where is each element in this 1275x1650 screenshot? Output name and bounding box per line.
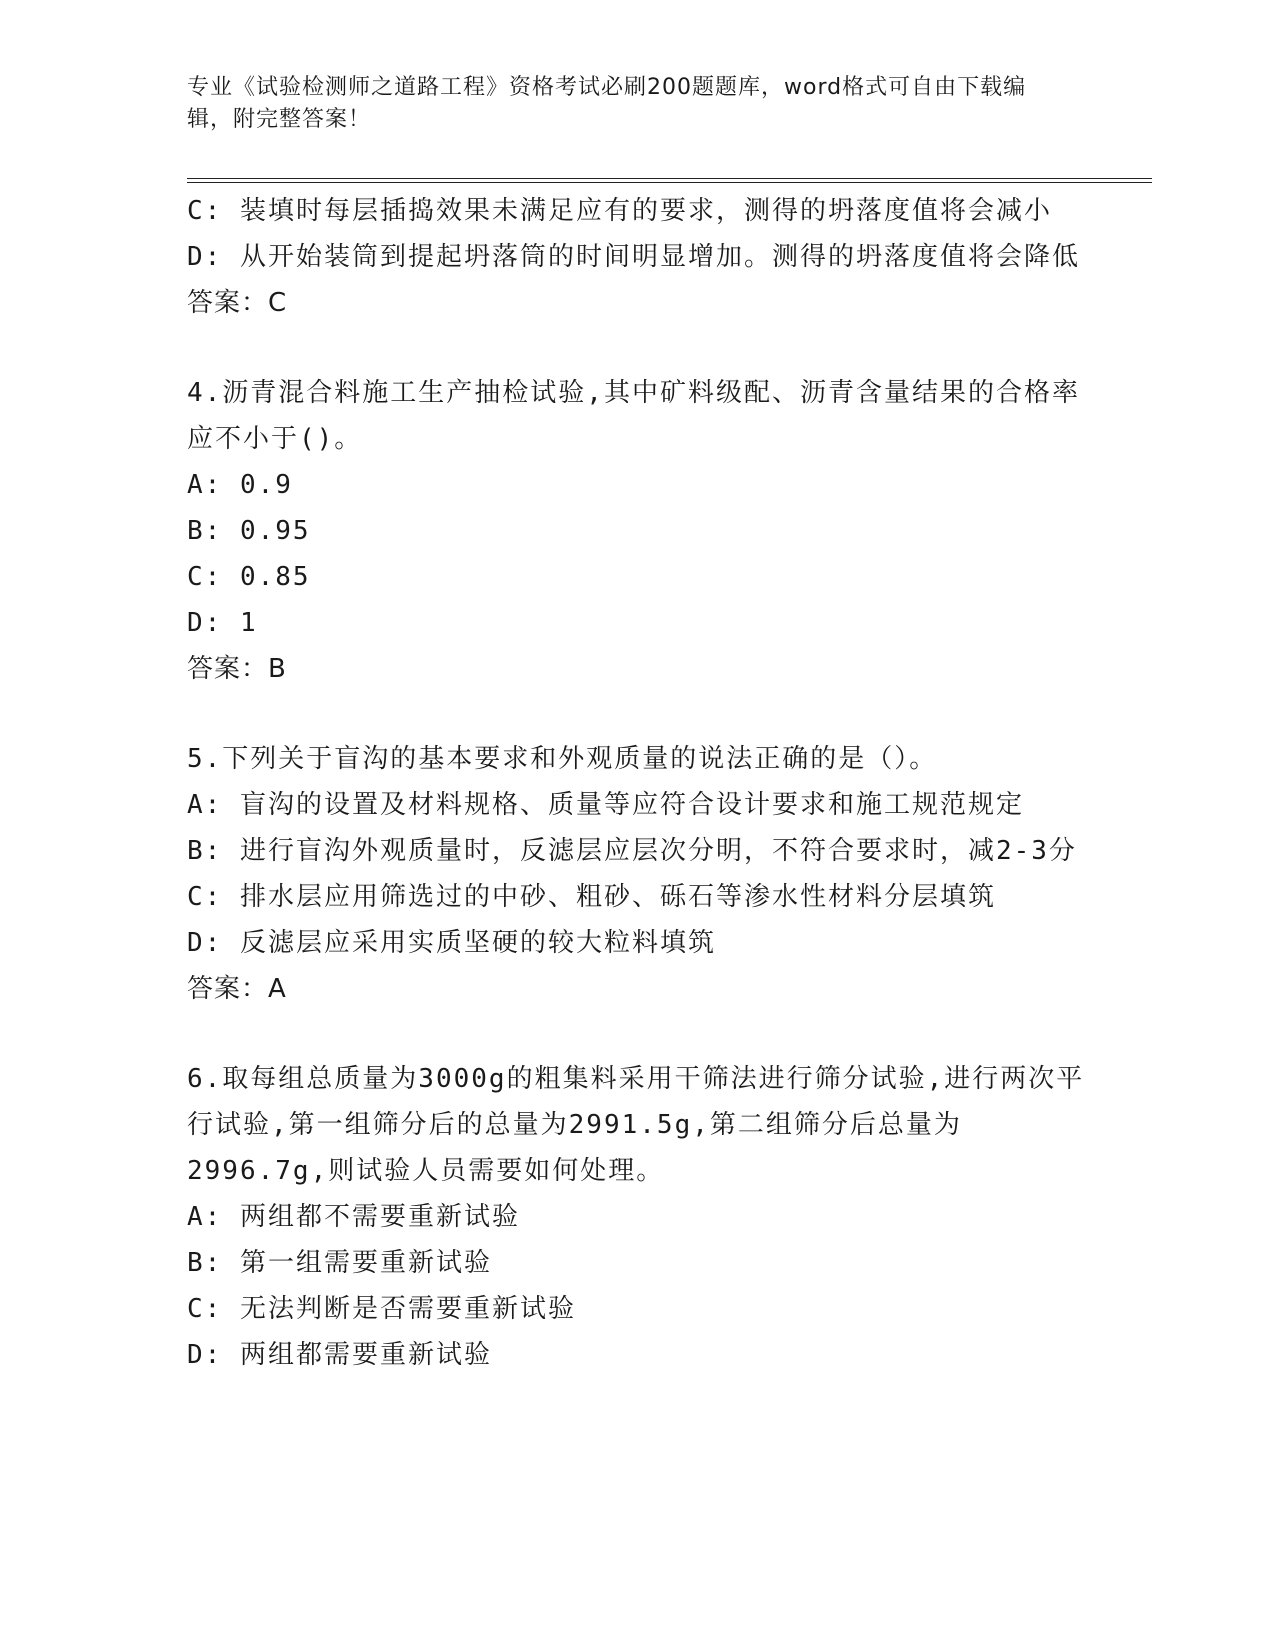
option-text: 0.85 [239,562,311,592]
answer-line: 答案：B [187,654,287,684]
option-text: 反滤层应采用实质坚硬的较大粒料填筑 [239,928,716,958]
option-text: 盲沟的设置及材料规格、质量等应符合设计要求和施工规范规定 [239,790,1024,820]
question-text: 6.取每组总质量为3000g的粗集料采用干筛法进行筛分试验,进行两次平行试验,第一组筛分后的总量为2991.5g,第二组筛分后总量为2996.7g,则试验人员需要如何处理。 [187,1064,1085,1186]
option-label: D: [187,242,223,272]
option-label: C: [187,1294,223,1324]
question-block-prev [187,188,1087,326]
option-label: A: [187,790,223,820]
option-c [187,554,1087,600]
page-header-title: 专业《试验检测师之道路工程》资格考试必刷200题题库，word格式可自由下载编辑，附完整答案！ [187,75,1027,132]
option-b [187,1240,1087,1286]
option-text: 无法判断是否需要重新试验 [239,1294,576,1324]
option-text: 0.9 [239,470,293,500]
option-a [187,462,1087,508]
option-d [187,600,1087,646]
option-text: 1 [239,608,258,638]
option-label: C: [187,882,223,912]
option-d [187,920,1087,966]
option-text: 第一组需要重新试验 [239,1248,492,1278]
answer-line: 答案：C [187,288,288,318]
option-label: B: [187,836,223,866]
option-c [187,1286,1087,1332]
option-text: 装填时每层插捣效果未满足应有的要求，测得的坍落度值将会减小 [239,196,1052,226]
option-b [187,508,1087,554]
header-divider [187,178,1152,183]
option-a [187,782,1087,828]
option-text: 两组都需要重新试验 [239,1340,492,1370]
document-body [187,188,1087,1378]
option-d [187,234,1087,280]
question-block-5 [187,736,1087,1012]
option-text: 进行盲沟外观质量时，反滤层应层次分明，不符合要求时，减2-3分 [239,836,1077,866]
option-c [187,874,1087,920]
option-d [187,1332,1087,1378]
option-c [187,188,1087,234]
option-label: B: [187,1248,223,1278]
option-a [187,1194,1087,1240]
option-text: 两组都不需要重新试验 [239,1202,520,1232]
option-text: 0.95 [239,516,311,546]
question-block-6 [187,1056,1087,1378]
option-label: C: [187,562,223,592]
option-label: B: [187,516,223,546]
option-label: A: [187,1202,223,1232]
answer-line: 答案：A [187,974,287,1004]
option-b [187,828,1087,874]
option-label: D: [187,1340,223,1370]
option-text: 从开始装筒到提起坍落筒的时间明显增加。测得的坍落度值将会降低 [239,242,1080,272]
question-block-4 [187,370,1087,692]
question-text: 5.下列关于盲沟的基本要求和外观质量的说法正确的是（）。 [187,744,938,774]
question-text: 4.沥青混合料施工生产抽检试验,其中矿料级配、沥青含量结果的合格率应不小于()。 [187,378,1080,454]
option-text: 排水层应用筛选过的中砂、粗砂、砾石等渗水性材料分层填筑 [239,882,996,912]
option-label: A: [187,470,223,500]
option-label: D: [187,928,223,958]
option-label: C: [187,196,223,226]
option-label: D: [187,608,223,638]
